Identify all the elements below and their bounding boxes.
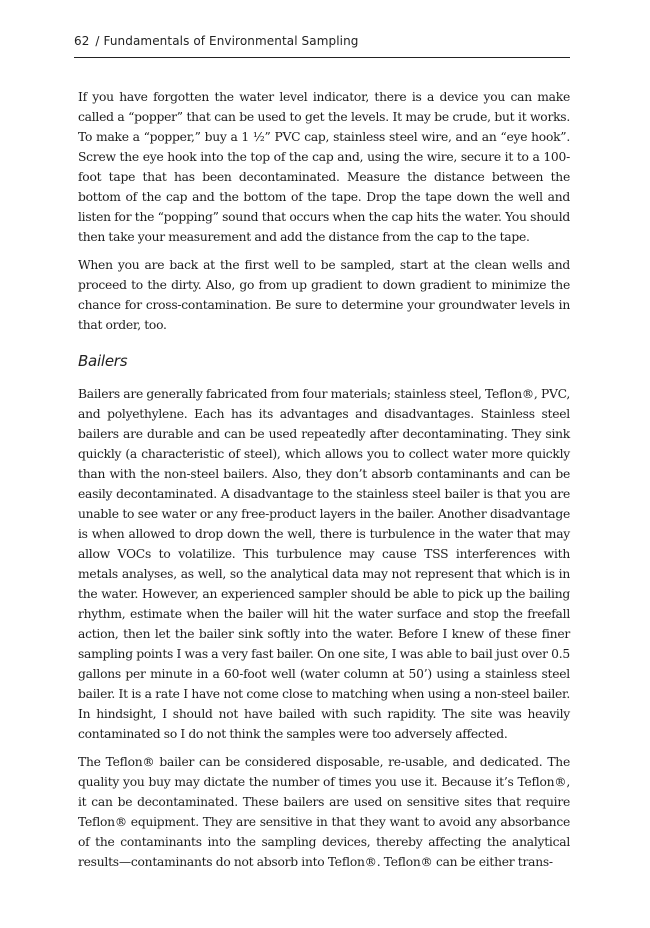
book-page [74, 34, 570, 880]
running-head-separator: / [95, 34, 100, 48]
section-heading-bailers: Bailers [78, 352, 128, 370]
running-head [74, 34, 570, 58]
book-title: Fundamentals of Environmental Sampling [103, 34, 359, 48]
page-number: 62 [74, 34, 90, 48]
paragraph-teflon-bailer: The Teflon® bailer can be considered disposable, re-usable, and dedicated. The quality you buy may dictate the number of times you use it. Because it’s Teflon®, it can be decontaminated. These bailers are used on sensitive sites that require Teflon® equipment. They are sensitive in that they want to avoid any absorbance of the contaminants into the sampling devices, thereby affecting the analytical results—contaminants do not absorb into Teflon®. Teflon® can be either trans- [78, 755, 570, 869]
paragraph-popper: If you have forgotten the water level indicator, there is a device you can make called a “popper” that can be used to get the levels. It may be crude, but it works. To make a “popper,” buy a 1 ½” PVC cap, stainless steel wire, and an “eye hook”. Screw the eye hook into the top of the cap and, using the wire, secure it to a 100-foot tape that has been decontaminated. Measure the distance between the bottom of the cap and the bottom of the tape. Drop the tape down the well and listen for the “popping” sound that occurs when the cap hits the water. You should then take your measurement and add the distance from the cap to the tape. [78, 90, 570, 244]
paragraph-bailer-materials: Bailers are generally fabricated from four materials; stainless steel, Teflon®, PVC, and polyethylene. Each has its advantages and disadvantages. Stainless steel bailers are durable and can be used repeatedly after decontaminating. They sink quickly (a characteristic of steel), which allows you to collect water more quickly than with the non-steel bailers. Also, they don’t absorb contaminants and can be easily decontaminated. A disadvantage to the stainless steel bailer is that you are unable to see water or any free-product layers in the bailer. Another disadvantage is when allowed to drop down the well, there is turbulence in the water that may allow VOCs to volatilize. This turbulence may cause TSS interferences with metals analyses, as well, so the analytical data may not represent that which is in the water. However, an experienced sampler should be able to pick up the bailing rhythm, estimate when the bailer will hit the water surface and stop the freefall action, then let the bailer sink softly into the water. Before I knew of these finer sampling points I was a very fast bailer. On one site, I was able to bail just over 0.5 gallons per minute in a 60-foot well (water column at 50’) using a stainless steel bailer. It is a rate I have not come close to matching when using a non-steel bailer. In hindsight, I should not have bailed with such rapidity. The site was heavily contaminated so I do not think the samples were too adversely affected. [78, 387, 570, 741]
body-text [78, 87, 570, 872]
paragraph-well-order: When you are back at the first well to be sampled, start at the clean wells and proceed to the dirty. Also, go from up gradient to down gradient to minimize the chance for cross-contamination. Be sure to determine your groundwater levels in that order, too. [78, 258, 570, 332]
